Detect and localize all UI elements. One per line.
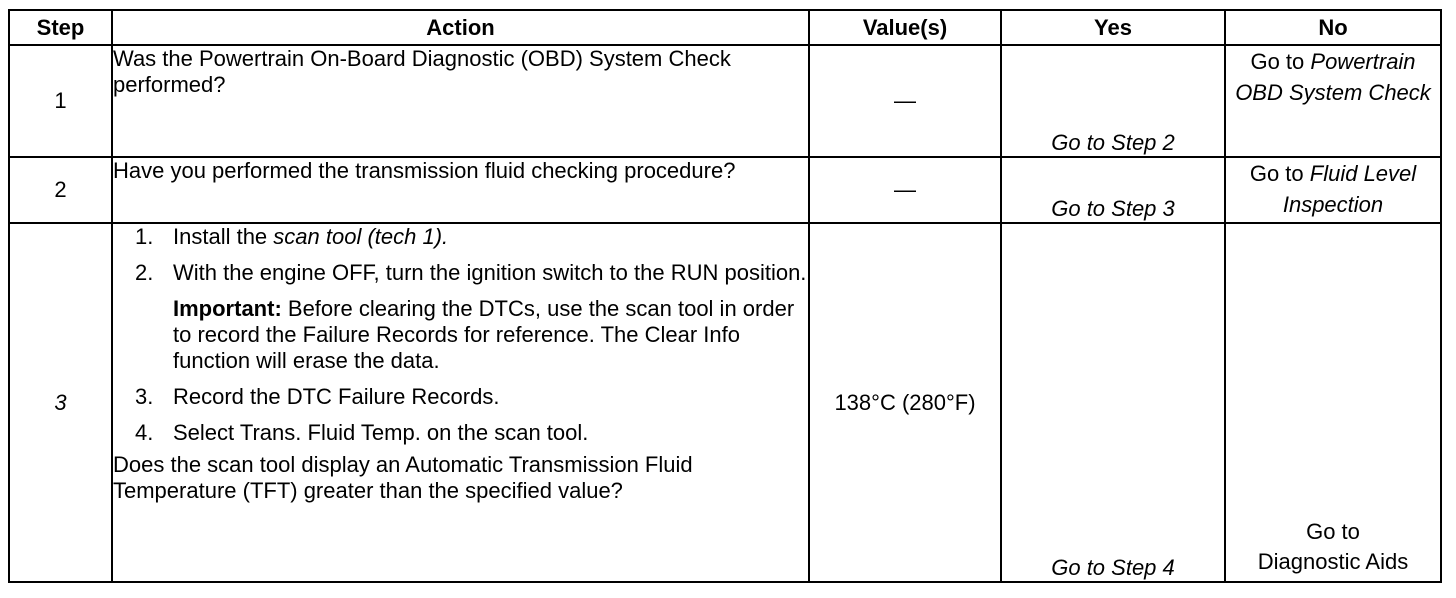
no-prefix: Go to xyxy=(1249,161,1304,186)
substep-text: Install the xyxy=(173,224,268,249)
value-dash: — xyxy=(894,177,916,202)
substep-number: 2. xyxy=(135,260,154,285)
yes-cell xyxy=(1001,157,1225,223)
header-no: No xyxy=(1225,10,1441,45)
value-temperature: 138°C (280°F) xyxy=(834,389,976,415)
step-number: 2 xyxy=(9,157,112,223)
substep-number: 1. xyxy=(135,224,154,249)
substep-item xyxy=(113,260,808,286)
substep-item xyxy=(113,420,808,446)
substep-number: 4. xyxy=(135,420,154,445)
diagnostic-table xyxy=(8,9,1442,583)
header-row xyxy=(9,10,1441,45)
value-cell xyxy=(809,45,1001,157)
substep-text: Record the DTC Failure Records. xyxy=(173,384,500,409)
no-link[interactable]: Powertrain OBD System Check xyxy=(1235,49,1431,105)
substep-number: 3. xyxy=(135,384,154,409)
no-cell xyxy=(1225,45,1441,157)
no-link[interactable]: Diagnostic Aids xyxy=(1257,549,1409,574)
no-prefix: Go to xyxy=(1250,49,1305,74)
header-values: Value(s) xyxy=(809,10,1001,45)
header-yes: Yes xyxy=(1001,10,1225,45)
header-step: Step xyxy=(9,10,112,45)
action-cell xyxy=(112,223,809,582)
table-row xyxy=(9,157,1441,223)
yes-cell xyxy=(1001,45,1225,157)
no-cell xyxy=(1225,157,1441,223)
substep-item xyxy=(113,224,808,250)
no-cell xyxy=(1225,223,1441,582)
diagnostic-table-container xyxy=(8,9,1442,583)
action-text: Was the Powertrain On-Board Diagnostic (OBD) System Check performed? xyxy=(112,45,809,157)
action-text: Have you performed the transmission fluid checking procedure? xyxy=(112,157,809,223)
no-prefix: Go to xyxy=(1306,519,1360,544)
value-cell xyxy=(809,157,1001,223)
yes-link[interactable]: Go to Step 2 xyxy=(1051,130,1175,155)
important-text: Before clearing the DTCs, use the scan tool in order to record the Failure Records for reference. The Clear Info function will erase the data. xyxy=(173,296,795,373)
no-link[interactable]: Fluid Level Inspection xyxy=(1282,161,1417,217)
substep-text: With the engine OFF, turn the ignition switch to the RUN position. xyxy=(173,260,807,285)
question-text: Does the scan tool display an Automatic Transmission Fluid Temperature (TFT) greater than the specified value? xyxy=(113,452,693,503)
substep-text: Select Trans. Fluid Temp. on the scan tool. xyxy=(173,420,589,445)
yes-link[interactable]: Go to Step 4 xyxy=(1051,555,1175,580)
important-note xyxy=(113,296,808,374)
important-label: Important: xyxy=(173,296,282,321)
step-number: 3 xyxy=(9,223,112,582)
yes-cell xyxy=(1001,223,1225,582)
substep-list xyxy=(113,384,808,446)
scan-tool-link[interactable]: scan tool (tech 1). xyxy=(273,224,449,249)
header-action: Action xyxy=(112,10,809,45)
value-cell xyxy=(809,223,1001,582)
value-dash: — xyxy=(894,88,916,113)
table-row xyxy=(9,45,1441,157)
table-row xyxy=(9,223,1441,582)
step-number: 1 xyxy=(9,45,112,157)
yes-link[interactable]: Go to Step 3 xyxy=(1051,196,1175,221)
substep-list xyxy=(113,224,808,286)
substep-item xyxy=(113,384,808,410)
